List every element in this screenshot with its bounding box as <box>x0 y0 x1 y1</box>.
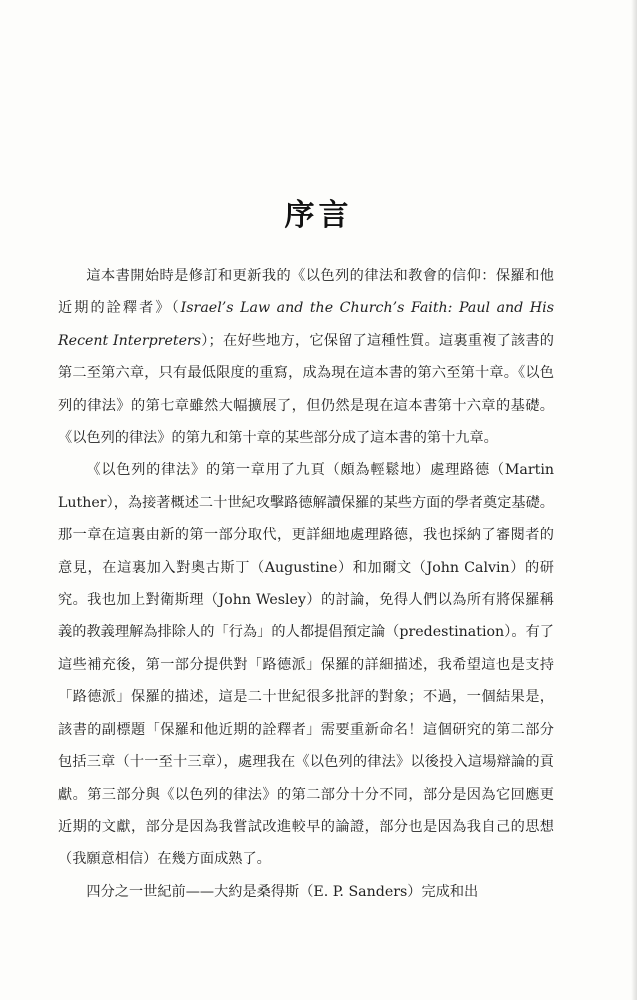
page-edge-shadow <box>631 0 637 1000</box>
paragraph-3: 四分之一世紀前——大約是桑得斯（E. P. Sanders）完成和出 <box>86 883 479 900</box>
chapter-title: 序言 <box>284 198 353 234</box>
paragraph-2: 《以色列的律法》的第一章用了九頁（頗為輕鬆地）處理路德（Martin Luther），為接著概述二十世紀攻擊路德解讀保羅的某些方面的學者奠定基礎。那一章在這裏由新的第一部分取代，更詳細地處理路德，我也採納了審閱者的意見，在這裏加入對奧古斯丁（Augustine）和加爾文（John Calvin）的研究。我也加上對衛斯理（John Wesley）的討論，免得人們以為所有將保羅稱義的教義理解為排除人的「行為」的人都提倡預定論（predestination）。有了這些補充後，第一部分提供對「路德派」保羅的詳細描述，我希望這也是支持「路德派」保羅的描述，這是二十世紀很多批評的對象；不過，一個結果是，該書的副標題「保羅和他近期的詮釋者」需要重新命名！這個研究的第二部分包括三章（十一至十三章），處理我在《以色列的律法》以後投入這場辯論的貢獻。第三部分與《以色列的律法》的第二部分十分不同，部分是因為它回應更近期的文獻，部分是因為我嘗試改進較早的論證，部分也是因為我自己的思想（我願意相信）在幾方面成熟了。 <box>58 462 554 868</box>
paragraph-1-after: ）；在好些地方，它保留了這種性質。這裏重複了該書的第二至第六章，只有最低限度的重寫，成為現在這本書的第六至第十章。《以色列的律法》的第七章雖然大幅擴展了，但仍然是現在這本書第十六章的基礎。《以色列的律法》的第九和第十章的某些部分成了這本書的第十九章。 <box>58 332 554 447</box>
english-book-title: Israel’s Law and the Church’s Faith: Paul and His Recent Interpreters <box>58 300 554 349</box>
body-text <box>58 260 554 908</box>
paragraph-1 <box>58 260 554 454</box>
paragraph-1-before: 這本書開始時是修訂和更新我的《以色列的律法和教會的信仰：保羅和他近期的詮釋者》（ <box>58 268 554 317</box>
